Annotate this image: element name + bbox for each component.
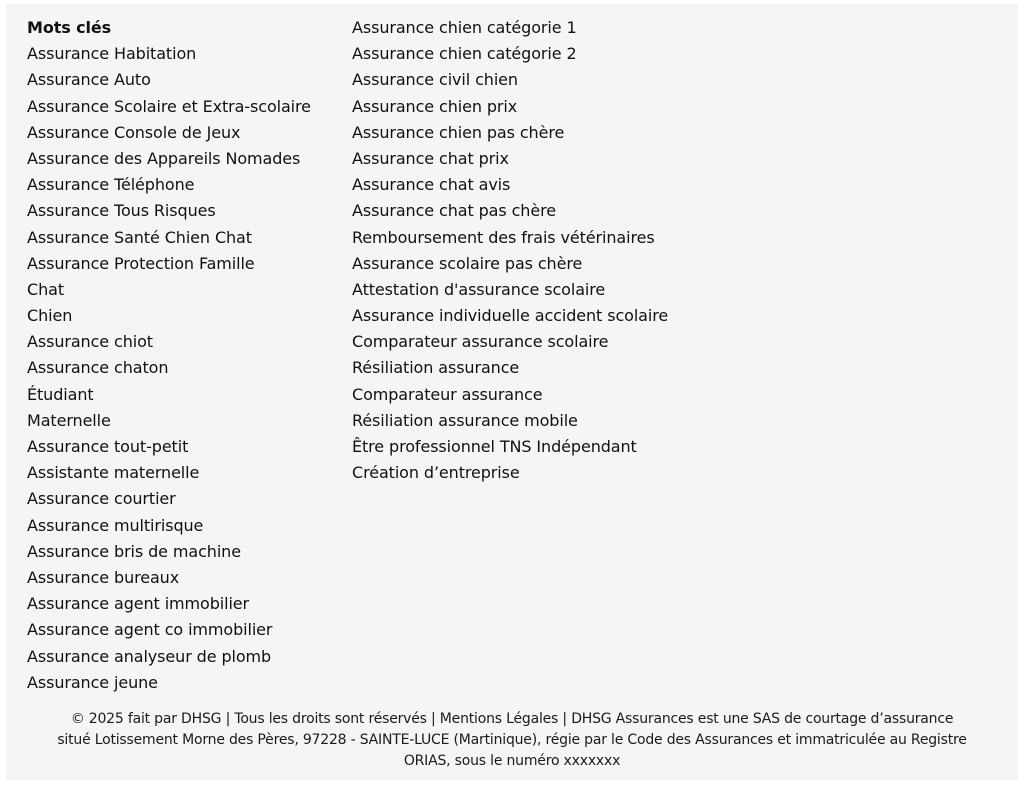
keyword-link[interactable]: Assurance chien catégorie 2	[352, 44, 577, 64]
keyword-link[interactable]: Assurance Protection Famille	[27, 253, 255, 273]
keyword-link[interactable]: Assurance civil chien	[352, 70, 518, 90]
keyword-link[interactable]: Assurance chat pas chère	[352, 201, 556, 221]
footer-separator: |	[558, 711, 572, 727]
keyword-link[interactable]: Attestation d'assurance scolaire	[352, 279, 606, 299]
keyword-link[interactable]: Être professionnel TNS Indépendant	[352, 437, 637, 456]
footer-separator: |	[426, 711, 440, 727]
keyword-link[interactable]: Assurance Téléphone	[27, 175, 195, 195]
footer-separator: |	[221, 711, 235, 727]
keyword-link[interactable]: Assurance analyseur de plomb	[27, 646, 272, 666]
footer-keywords-panel	[6, 4, 1018, 780]
keyword-link[interactable]: Assurance multirisque	[27, 515, 204, 535]
keyword-link[interactable]: Assurance bureaux	[27, 567, 180, 587]
legal-footer	[6, 709, 1018, 772]
keyword-link[interactable]: Assurance chat avis	[352, 175, 511, 195]
keyword-link[interactable]: Résiliation assurance mobile	[352, 410, 578, 430]
keyword-link[interactable]: Création d’entreprise	[352, 463, 520, 483]
keyword-link[interactable]: Assurance chaton	[27, 358, 169, 378]
footer-line-3: ORIAS, sous le numéro xxxxxxx	[403, 753, 621, 769]
keyword-link[interactable]: Assurance Auto	[27, 70, 151, 90]
keyword-link[interactable]: Assurance Console de Jeux	[27, 122, 241, 142]
keyword-link[interactable]: Étudiant	[27, 384, 94, 404]
keyword-link[interactable]: Assurance chien pas chère	[352, 122, 565, 142]
legal-notice-link[interactable]: Mentions Légales	[439, 711, 559, 727]
keyword-link[interactable]: Comparateur assurance scolaire	[352, 332, 609, 352]
keyword-link[interactable]: Assurance jeune	[27, 672, 158, 692]
footer-line-1	[6, 709, 1018, 730]
keyword-link[interactable]: Assurance bris de machine	[27, 541, 241, 561]
keyword-link[interactable]: Chat	[27, 279, 64, 299]
keyword-link[interactable]: Assurance agent co immobilier	[27, 620, 273, 640]
keyword-link[interactable]: Comparateur assurance	[352, 384, 543, 404]
keyword-link[interactable]: Chien	[27, 306, 73, 326]
keyword-link[interactable]: Assurance chat prix	[352, 148, 509, 168]
keyword-link[interactable]: Maternelle	[27, 410, 111, 430]
keyword-link[interactable]: Assurance chien prix	[352, 96, 518, 116]
company-text: DHSG Assurances est une SAS de courtage d’assurance	[571, 711, 954, 727]
rights-text: Tous les droits sont réservés	[234, 711, 427, 727]
keyword-link[interactable]: Remboursement des frais vétérinaires	[352, 227, 655, 247]
footer-line-2: situé Lotissement Morne des Pères, 97228 - SAINTE-LUCE (Martinique), régie par le Code des Assurances et immatriculée au Registre	[57, 732, 967, 748]
keyword-link[interactable]: Assurance chiot	[27, 332, 153, 352]
keyword-link[interactable]: Assurance agent immobilier	[27, 594, 250, 614]
keyword-link[interactable]: Assurance chien catégorie 1	[352, 18, 577, 37]
keyword-link[interactable]: Assurance des Appareils Nomades	[27, 148, 301, 168]
keyword-link[interactable]: Assurance tout-petit	[27, 437, 189, 456]
keyword-link[interactable]: Assistante maternelle	[27, 463, 200, 483]
copyright-text: © 2025 fait par DHSG	[70, 711, 222, 727]
keyword-link[interactable]: Assurance Tous Risques	[27, 201, 216, 221]
keyword-link[interactable]: Assurance individuelle accident scolaire	[352, 306, 669, 326]
keywords-column-right	[352, 15, 668, 486]
keyword-link[interactable]: Assurance scolaire pas chère	[352, 253, 583, 273]
keyword-link[interactable]: Assurance Santé Chien Chat	[27, 227, 252, 247]
keyword-link[interactable]: Assurance courtier	[27, 489, 176, 509]
keywords-column-left	[27, 15, 311, 696]
keyword-link[interactable]: Résiliation assurance	[352, 358, 520, 378]
keyword-link[interactable]: Assurance Scolaire et Extra-scolaire	[27, 96, 311, 116]
keyword-link[interactable]: Assurance Habitation	[27, 44, 197, 64]
keywords-heading: Mots clés	[27, 18, 112, 37]
